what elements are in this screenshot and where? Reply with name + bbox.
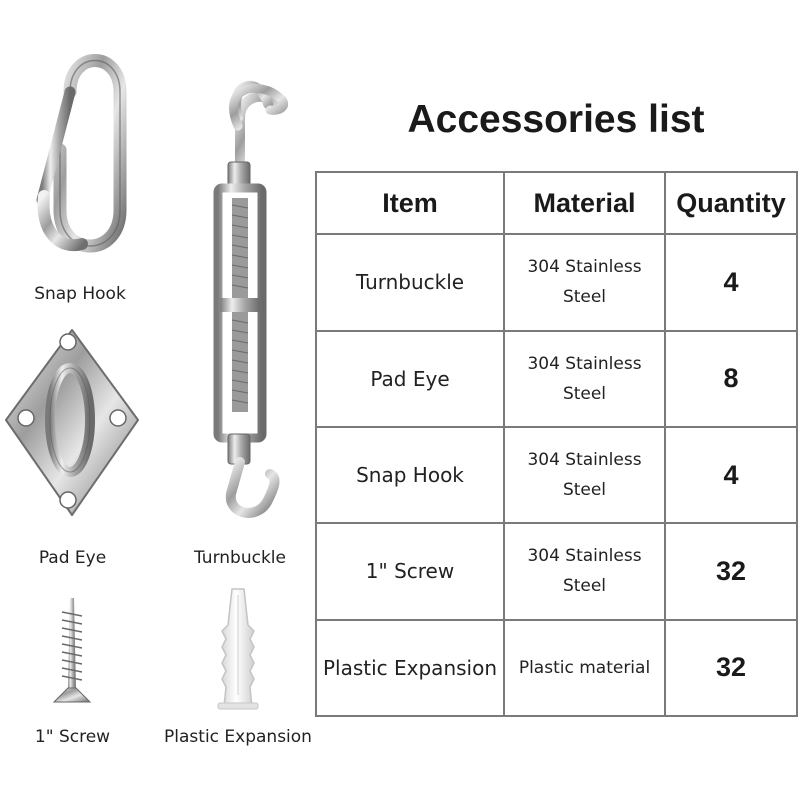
product-label: Plastic Expansion: [164, 727, 312, 747]
product-label: Turnbuckle: [194, 548, 286, 568]
quantity-cell: 32: [665, 523, 797, 619]
accessories-table: [315, 171, 798, 717]
table-row: [316, 427, 797, 523]
plastic-expansion-image: [158, 585, 318, 720]
quantity-cell: 4: [665, 234, 797, 330]
plastic-expansion-product: [158, 585, 318, 760]
page-title: Accessories list: [407, 98, 705, 141]
quantity-cell: 32: [665, 620, 797, 716]
pad-eye-image: [0, 320, 145, 530]
quantity-cell: 8: [665, 331, 797, 427]
snap-hook-product: [0, 0, 160, 310]
table-row: [316, 523, 797, 619]
material-cell: 304 Stainless Steel: [504, 523, 665, 619]
item-cell: Snap Hook: [316, 427, 504, 523]
column-header-item: Item: [316, 172, 504, 234]
item-cell: Pad Eye: [316, 331, 504, 427]
table-row: [316, 620, 797, 716]
item-cell: 1" Screw: [316, 523, 504, 619]
turnbuckle-image: [160, 0, 320, 540]
pad-eye-product: [0, 320, 145, 580]
turnbuckle-product: [160, 0, 320, 575]
quantity-cell: 4: [665, 427, 797, 523]
material-cell: Plastic material: [504, 620, 665, 716]
material-cell: 304 Stainless Steel: [504, 234, 665, 330]
screw-image: [0, 590, 145, 715]
table-row: [316, 331, 797, 427]
product-label: Snap Hook: [34, 284, 126, 304]
product-label: Pad Eye: [38, 548, 107, 568]
table-header-row: [316, 172, 797, 234]
product-label: 1" Screw: [34, 727, 111, 747]
screw-product: [0, 590, 145, 760]
column-header-quantity: Quantity: [665, 172, 797, 234]
material-cell: 304 Stainless Steel: [504, 331, 665, 427]
item-cell: Turnbuckle: [316, 234, 504, 330]
material-cell: 304 Stainless Steel: [504, 427, 665, 523]
table-row: [316, 234, 797, 330]
item-cell: Plastic Expansion: [316, 620, 504, 716]
column-header-material: Material: [504, 172, 665, 234]
snap-hook-image: [0, 0, 160, 280]
